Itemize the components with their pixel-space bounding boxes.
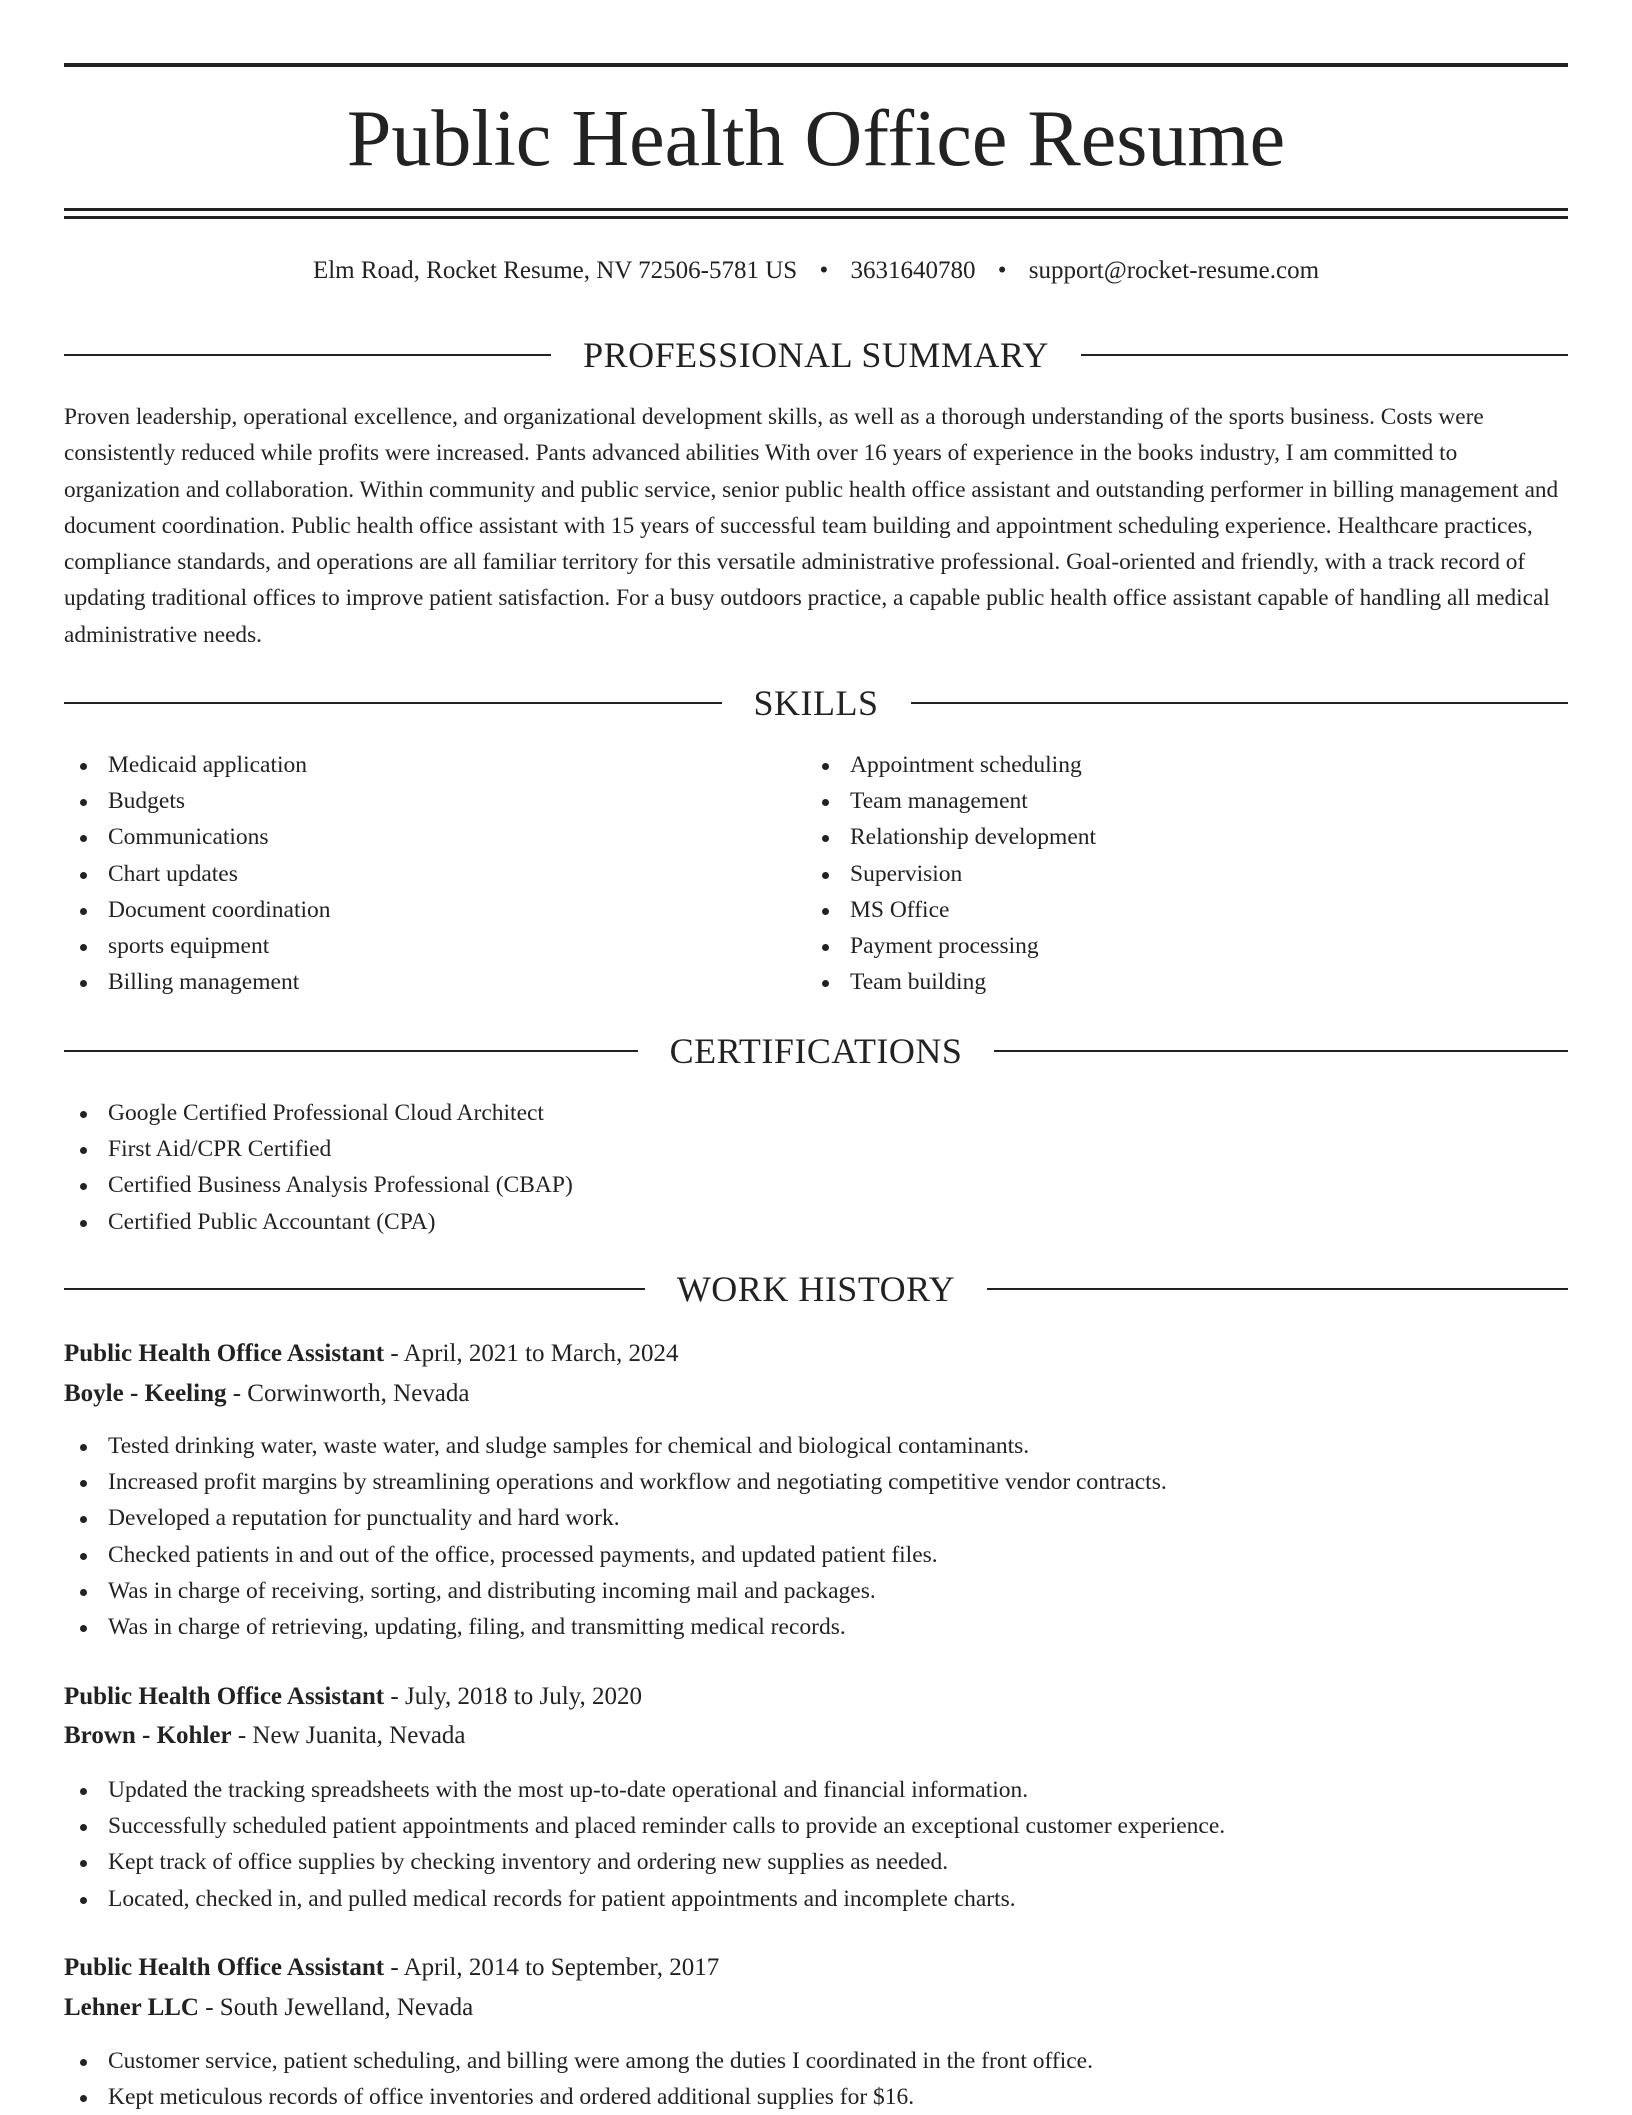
certification-item: Certified Business Analysis Professional (CBAP) [64, 1167, 1064, 1203]
contact-address: Elm Road, Rocket Resume, NV 72506-5781 US [312, 257, 798, 284]
heading-rule [64, 1050, 638, 1052]
skill-item: MS Office [806, 892, 1506, 928]
job-bullet: Located, checked in, and pulled medical records for patient appointments and incomplete charts. [64, 1881, 1568, 1917]
job-location: - New Juanita, Nevada [231, 1722, 466, 1749]
job-bullet: Checked patients in and out of the office, processed payments, and updated patient files. [64, 1537, 1568, 1573]
top-rule [64, 63, 1568, 67]
job-company-line [64, 1377, 1568, 1411]
job-title: Public Health Office Assistant [64, 1954, 385, 1981]
job-company: Boyle - Keeling [64, 1380, 227, 1407]
job-bullet: Increased profit margins by streamlining operations and workflow and negotiating competitive vendor contracts. [64, 1464, 1568, 1500]
heading-rule [64, 1288, 645, 1290]
heading-rule [911, 702, 1569, 704]
summary-heading [64, 333, 1568, 377]
skill-item: Supervision [806, 856, 1506, 892]
job-title-line [64, 1951, 1568, 1985]
resume-title: Public Health Office Resume [346, 95, 1286, 183]
job-company-line [64, 1719, 1568, 1753]
job-bullet: Was in charge of receiving, sorting, and distributing incoming mail and packages. [64, 1573, 1568, 1609]
skills-list-right [806, 747, 1506, 1000]
job-bullet: Updated the tracking spreadsheets with the most up-to-date operational and financial information. [64, 1772, 1568, 1808]
work-history-heading [64, 1267, 1568, 1311]
skills-heading-label: SKILLS [753, 683, 879, 723]
heading-rule [64, 702, 722, 704]
certifications-heading-label: CERTIFICATIONS [669, 1031, 963, 1071]
job-company: Brown - Kohler [64, 1722, 232, 1749]
certifications-heading [64, 1029, 1568, 1073]
heading-rule [987, 1288, 1568, 1290]
job-bullets [64, 2043, 1568, 2115]
heading-rule [1081, 354, 1568, 356]
job-location: - Corwinworth, Nevada [226, 1380, 470, 1407]
job-company: Lehner LLC [64, 1994, 199, 2021]
contact-separator: • [997, 257, 1007, 284]
job-title-line [64, 1337, 1568, 1371]
heading-rule [64, 354, 551, 356]
skill-item: sports equipment [64, 928, 764, 964]
certifications-list [64, 1095, 1064, 1240]
summary-text: Proven leadership, operational excellence, and organizational development skills, as well as a thorough understanding of the sports business. Costs were consistently reduced while profits were increased. Pants advanced abilities With over 16 years of experience in the books industry, I am committed to organization and collaboration. Within community and public service, senior public health office assistant and outstanding performer in billing management and document coordination. Public health office assistant with 15 years of successful team building and appointment scheduling experience. Healthcare practices, compliance standards, and operations are all familiar territory for this versatile administrative professional. Goal-oriented and friendly, with a track record of updating traditional offices to improve patient satisfaction. For a busy outdoors practice, a capable public health office assistant capable of handling all medical administrative needs. [64, 404, 1559, 648]
job-title: Public Health Office Assistant [64, 1340, 385, 1367]
skill-item: Team building [806, 964, 1506, 1000]
job-title: Public Health Office Assistant [64, 1683, 385, 1710]
summary-heading-label: PROFESSIONAL SUMMARY [583, 335, 1049, 375]
skill-item: Communications [64, 819, 764, 855]
job-bullet: Customer service, patient scheduling, and billing were among the duties I coordinated in the front office. [64, 2043, 1568, 2079]
job-location: - South Jewelland, Nevada [198, 1994, 474, 2021]
job-bullets [64, 1772, 1568, 1917]
job-dates: - July, 2018 to July, 2020 [384, 1683, 643, 1710]
skills-list-left [64, 747, 764, 1000]
skill-item: Medicaid application [64, 747, 764, 783]
job-bullet: Tested drinking water, waste water, and sludge samples for chemical and biological contaminants. [64, 1428, 1568, 1464]
skill-item: Document coordination [64, 892, 764, 928]
skills-heading [64, 681, 1568, 725]
skill-item: Relationship development [806, 819, 1506, 855]
job-bullet: Developed a reputation for punctuality and hard work. [64, 1500, 1568, 1536]
title-rule-upper [64, 208, 1568, 211]
skill-item: Appointment scheduling [806, 747, 1506, 783]
certification-item: First Aid/CPR Certified [64, 1131, 1064, 1167]
title-rule-lower [64, 216, 1568, 219]
certification-item: Certified Public Accountant (CPA) [64, 1204, 1064, 1240]
certification-item: Google Certified Professional Cloud Architect [64, 1095, 1064, 1131]
contact-line [64, 254, 1568, 288]
heading-rule [994, 1050, 1568, 1052]
job-bullet: Kept meticulous records of office inventories and ordered additional supplies for $16. [64, 2079, 1568, 2115]
contact-email: support@rocket-resume.com [1028, 257, 1320, 284]
job-dates: - April, 2014 to September, 2017 [384, 1954, 720, 1981]
contact-phone: 3631640780 [850, 257, 976, 284]
job-bullet: Was in charge of retrieving, updating, filing, and transmitting medical records. [64, 1609, 1568, 1645]
skill-item: Chart updates [64, 856, 764, 892]
job-title-line [64, 1680, 1568, 1714]
skill-item: Billing management [64, 964, 764, 1000]
work-history-heading-label: WORK HISTORY [676, 1269, 956, 1309]
skill-item: Budgets [64, 783, 764, 819]
job-bullet: Kept track of office supplies by checking inventory and ordering new supplies as needed. [64, 1844, 1568, 1880]
contact-separator: • [819, 257, 829, 284]
job-company-line [64, 1991, 1568, 2025]
job-dates: - April, 2021 to March, 2024 [384, 1340, 679, 1367]
skill-item: Team management [806, 783, 1506, 819]
job-bullets [64, 1428, 1568, 1645]
job-bullet: Successfully scheduled patient appointments and placed reminder calls to provide an exceptional customer experience. [64, 1808, 1568, 1844]
skill-item: Payment processing [806, 928, 1506, 964]
